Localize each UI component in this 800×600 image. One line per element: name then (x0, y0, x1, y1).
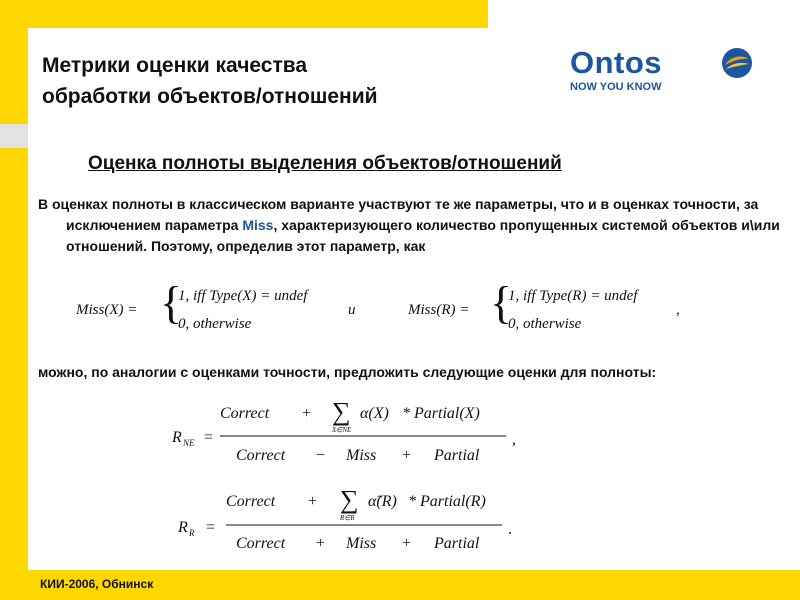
rr-num-plus: + (308, 493, 318, 510)
missr-brace: { (490, 278, 513, 328)
rne-den-miss: Miss (346, 447, 377, 464)
rne-star-partial: * Partial(X) (402, 405, 480, 422)
rr-den-plus-1: + (316, 535, 326, 552)
paragraph-intro (38, 194, 786, 257)
rr-equals: = (206, 519, 216, 536)
rne-sigma-sub: X∈NE (332, 426, 352, 434)
para1-after: , характеризующего количество пропущенных системой объектов и\или отношений. Поэтому, определив этот параметр, как (66, 217, 780, 254)
missx-brace: { (160, 278, 183, 328)
miss-definitions-formula (70, 278, 700, 338)
section-heading: Оценка полноты выделения объектов/отношений (88, 153, 562, 174)
rr-den-correct: Correct (236, 535, 286, 552)
rr-star-partial: * Partial(R) (408, 493, 486, 510)
rne-equals: = (204, 429, 214, 446)
paragraph-analogy: можно, по аналогии с оценками точности, предложить следующие оценки для полноты: (38, 364, 657, 380)
rr-den-plus-2: + (402, 535, 412, 552)
ontos-logo (570, 45, 760, 100)
rne-den-partial: Partial (434, 447, 480, 464)
missx-case-1: 1, iff Type(X) = undef (178, 288, 308, 304)
rr-den-miss: Miss (346, 535, 377, 552)
recall-r-formula (176, 484, 556, 554)
rne-comma: , (512, 431, 516, 448)
rne-den-plus: + (402, 447, 412, 464)
missx-lhs: Miss(X) = (76, 302, 138, 318)
logo-swirl-icon (721, 47, 753, 79)
missr-case-2: 0, otherwise (508, 316, 582, 332)
rr-num-correct: Correct (226, 493, 276, 510)
rr-den-partial: Partial (434, 535, 480, 552)
rne-lhs-sub: NE (183, 438, 195, 448)
missx-case-2: 0, otherwise (178, 316, 252, 332)
rne-num-plus: + (302, 405, 312, 422)
logo-tagline: NOW YOU KNOW (570, 81, 662, 93)
missr-lhs: Miss(R) = (408, 302, 470, 318)
slide-footer: КИИ-2006, Обнинск (40, 577, 154, 591)
left-yellow-band (0, 0, 28, 600)
rr-sigma-sub: R∈R (340, 514, 355, 522)
slide-title (42, 50, 482, 112)
rne-num-correct: Correct (220, 405, 270, 422)
title-line-2: обработки объектов/отношений (42, 85, 378, 108)
title-line-1: Метрики оценки качества (42, 54, 308, 77)
para1-before: В оценках полноты в классическом варианте участвуют те же параметры, что и в оценках точности, за исключением параметра (38, 196, 759, 233)
rr-period: . (508, 521, 512, 538)
missr-case-1: 1, iff Type(R) = undef (508, 288, 638, 304)
para1-term: Miss (242, 217, 274, 233)
rne-alpha: α(X) (360, 405, 389, 422)
rr-lhs: R (178, 519, 188, 536)
rr-sigma: ∑ (340, 485, 359, 514)
gray-accent-bar (0, 124, 28, 148)
rr-alpha: α̃(R) (368, 493, 397, 510)
rne-lhs: R (172, 429, 182, 446)
rne-sigma: ∑ (332, 398, 351, 426)
recall-ne-formula (170, 398, 550, 468)
conjunction: и (348, 302, 356, 318)
rne-den-minus: − (316, 447, 326, 464)
definitions-comma: , (676, 302, 680, 318)
rr-lhs-sub: R (189, 528, 195, 538)
logo-wordmark: Ontos (570, 45, 663, 80)
rne-den-correct: Correct (236, 447, 286, 464)
